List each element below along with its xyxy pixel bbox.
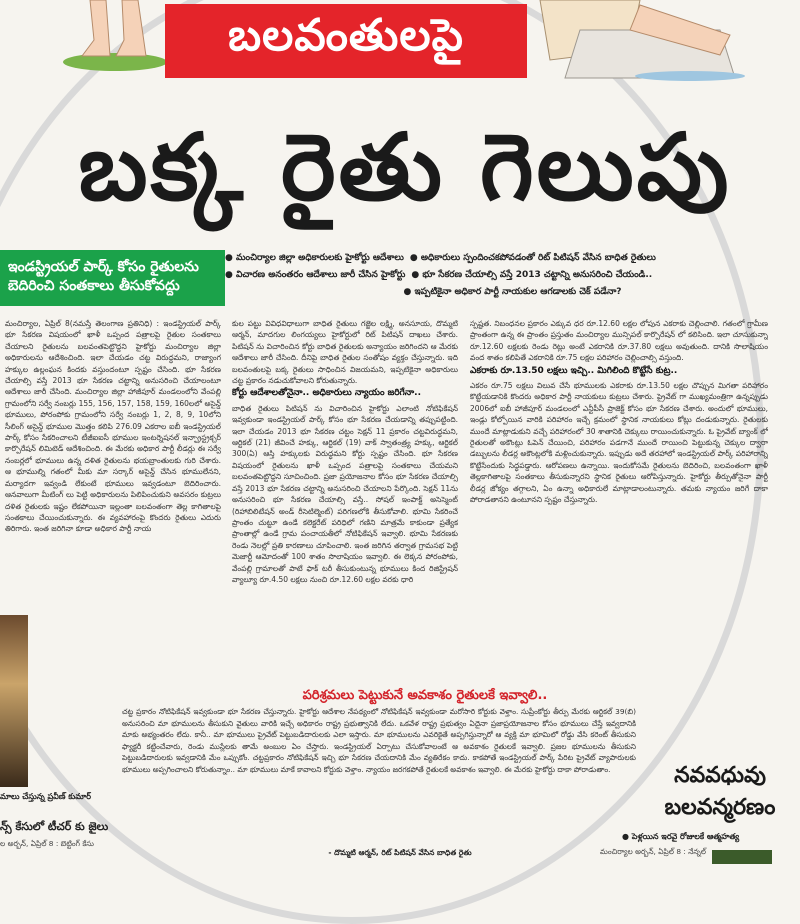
article-column-3 — [470, 318, 768, 686]
side-story-photo — [712, 850, 772, 864]
column-text: బాధిత రైతులు పిటిషన్ ను విచారించిన హైకోర్టు ఎలాంటి నోటిఫికేషన్ ఇవ్వకుండా ఇండస్ట్రియల్ పార్క్ కోసం భూ సేకరణ చేయడాన్ని తప్పుపట్టింది. ఇలా చేయడం 2013 భూ సేకరణ చట్టం సెక్షన్ 11 ప్రకారం చట్టవిరుద్ధమని, ఆర్టికల్ (21) జీవించే హక్కు, ఆర్టికల్ (19) వాక్ స్వాతంత్ర్య హక్కు, ఆర్టికల్ 300(ఏ) ఆస్తి హక్కులకు విరుద్ధమని కోర్టు స్పష్టం చేసింది. భూ సేకరణ విషయంలో రైతులను ఖాళీ ఒప్పంద పత్రాలపై సంతకాలు చేయమని బలవంతపెట్టొద్దని సూచించింది. ప్రజా ప్రయోజనాల కోసం భూ సేకరణ చేయాల్సి వస్తే 2013 భూ సేకరణ చట్టాన్ని అనుసరించి చేయాలని పేర్కొంది. సెక్షన్ 11ను అనుసరించి భూ సేకరణ చేయాల్సి వస్తే.. సోషల్ ఇంపాక్ట్ అసెస్మెంట్ (రిహాబిలిటేషన్ అండ్ రీసెటిల్మెంట్) పరిగణలోకి తీసుకోవాలి. భూమి సేకరించే ప్రాంతం చుట్టూ ఉండే కలెక్టరేట్ పరిధిలో గణిని మాత్రమే కాకుండా ప్రత్యేక ప్రాంతాల్లో ఉండే గ్రామ పంచాయతీలో నోటిఫికేషన్ ఇవ్వాలి. భూమి సేకరణకు రెండు నెలల్లో ప్రతి కారణాలు చూపించాలి. ఇంత జరిగిన తర్వాత గ్రామసభ పెట్టి మెజార్టీ ఆమోదంతో 100 శాతం సొలాషియం ఇవ్వాలి. ఈ లెక్కన పోరంపోకు, వేంపల్లి గ్రామాలతో పాటే ఫాక్ టరీ తీసుకుంటున్న భూములు కింద రిజిస్ట్రేషన్ వ్యాల్యూ రూ.4.50 లక్షలు నుంచి రూ.12.60 లక్షల వరకు ధారి — [232, 403, 458, 584]
quote-box-signature: - దొమ్మటి ఆర్మన్, రిట్ పిటిషన్ వేసిన బాధిత రైతు — [328, 848, 472, 857]
officials-illustration — [520, 0, 745, 82]
side-title-line-2: బలవన్మరణం — [664, 795, 776, 820]
article-column-1 — [5, 318, 221, 686]
column-text: కుల పట్టు వివిధవిధాలుగా బాధిత రైతులు గజ్జెల లక్ష్మి, అనసూయ, దొమ్మటి ఆర్మన్, మాదగుల లింగయ్యలు హైకోర్టులో రిట్ పిటిషన్ దాఖలు చేశారు. పిటిషన్ ను విచారించిన కోర్టు బాధిత రైతులకు అన్యాయం జరిగిందని ఆ మేరకు ఆదేశాలు జారీ చేసింది. దీనిపై బాధిత రైతుల సంతోషం వ్యక్తం చేస్తున్నారు. ఇది బలవంతులపై బక్క రైతులు సాధించిన విజయమని, ఇప్పటికైనా అధికారులు చట్ట ప్రకారం నడుచుకోవాలని కోరుతున్నారు. — [232, 319, 458, 386]
farmer-feet-illustration — [60, 0, 170, 72]
main-headline: బక్క రైతు గెలుపు — [78, 114, 732, 221]
highlight-box — [0, 250, 225, 306]
left-story-headline: న్స్ కేసులో టీచర్ కు జైలు — [0, 820, 109, 833]
side-title-line-1: నవవధువు — [674, 763, 766, 788]
photo-caption: మాలు చేస్తున్న ప్రవీణ్ కుమార్ — [0, 792, 91, 801]
column-subhead: కోర్టు ఆదేశాలతోనైనా.. అధికారులు న్యాయం జరిగేనా.. — [232, 388, 421, 399]
highlight-line-1: ఇండస్ట్రియల్ పార్క్ కోసం రైతులను — [8, 259, 199, 275]
side-bullet-text: పెళ్లయిన ఇరవై రోజులకే ఆత్మహత్య — [631, 832, 740, 841]
left-story-body: ల అర్బన్, ఏప్రిల్ 8 : బెట్టింగ్ కేసు — [0, 839, 94, 848]
article-column-2 — [232, 318, 458, 686]
highlight-line-2: బెదిరించి సంతకాలు తీసుకోవద్దు — [8, 278, 180, 294]
bullet-item: ● మంచిర్యాల జిల్లా అధికారులకు హైకోర్టు ఆదేశాలు — [225, 250, 404, 267]
bullet-row-3 — [225, 284, 800, 301]
bullet-row-1 — [225, 250, 800, 267]
side-story-body: మంచిర్యాల అర్బన్, ఏప్రిల్ 8 : నేన్నల్ — [600, 847, 707, 856]
bullet-row-2 — [225, 267, 800, 284]
column-text: స్పష్టత. నిబంధనల ప్రకారం ఎక్కువ ధర రూ.12.60 లక్షల లోపున ఎకరాకు చెల్లించాలి. గతంలో గ్రామీణ ప్రాంతంగా ఉన్న ఈ ప్రాంతం ప్రస్తుతం మంచిర్యాల మున్సిపల్ కార్పొరేషన్ లో కలిసింది. ఇలా చూసుకున్నా రూ.12.60 లక్షలకు రెండు రెట్లు అంటే ఎకరానికి రూ.37.80 లక్షలు అవుతుంది. దానికి సొలాషియం వంద శాతం కలిపితే ఎకరానికి రూ.75 లక్షల పరిహారం చెల్లించాల్సి వస్తుంది. — [470, 319, 768, 363]
bullet-item: ● విచారణ అనంతరం ఆదేశాలు జారీ చేసిన హైకోర్టు — [225, 267, 405, 284]
bullet-item: ● ఇప్పటికైనా అధికార పార్టీ నాయకుల ఆగడాలకు చెక్ పడేనా? — [403, 284, 621, 301]
kicker-banner: బలవంతులపై — [165, 4, 527, 78]
column-text: ఎకరం రూ.75 లక్షలు విలువ చేసే భూములకు ఎకరాకు రూ.13.50 లక్షల చొప్పున మిగతా పరిహారం కొట్టేయడానికి కొందరు అధికార పార్టీ నాయకులు కుట్రలు చేశారు. ప్రైవేట్ గా ముఖ్యమంత్రిగా ఉన్నప్పుడు 2006లో ఐబీ హాజీపూర్ మండలంలో ఎన్టీపీసీ ప్రాజెక్ట్ కోసం భూ సేకరణ చేశారు. అందులో భూములు, ఇండ్లు కోల్పోయిన వారికి పరిహారం ఇచ్చే క్రమంలో స్థానిక నాయకులు కోట్లు దండుకున్నారు. రైతులకు ముందే మాట్లాడుకుని వచ్చే పరిహారంలో 30 శాతానికి చెక్కులు రాయించుకున్నారు. ఓ ప్రైవేట్ బ్యాంక్ లో రైతులతో అకౌంట్లు ఓపెన్ చేయించి, పరిహారం పడగానే ముందే రాయించి పెట్టుకున్న చెక్కుల ద్వారా డబ్బులను లీడర్ల అకౌంట్లలోకి మళ్లించుకున్నారు. ఇప్పుడు అదే తరహాలో ఇండస్ట్రియల్ పార్క్ పరిహారాన్ని కొట్టేసేందుకు సిద్ధపడ్డారు. ఆరోపణలు ఉన్నాయి. ఇందుకోసమే రైతులను బెదిరించి, బలవంతంగా ఖాళీ తెల్లకాగితాలపై సంతకాలు తీసుకున్నారని స్థానిక రైతులు ఆరోపిస్తున్నారు. హైకోర్టు తీర్పుతోనైనా పార్టీ లీడర్ల జోక్యం తగ్గాలని, ఏం ఉన్నా అధికారులే మాట్లాడాలంటున్నారు. తమకు న్యాయం జరిగే దాకా పోరాడతానని ఉంటూనని స్పష్టం చేస్తున్నారు. — [470, 381, 768, 505]
side-story-title — [640, 760, 800, 824]
side-story-bullet: ● పెళ్లయిన ఇరవై రోజులకే ఆత్మహత్య — [622, 832, 740, 841]
quote-box-body: చట్ట ప్రకారం నోటిఫికేషన్ ఇవ్వకుండా భూ సేకరణ చేస్తున్నారు. హైకోర్టు ఆదేశాల నేపథ్యంలో నోటిఫికేషన్ ఇవ్వకుండా మరోసారి కోర్టుకు వెళ్తాం. సుప్రీంకోర్టు తీర్పు మేరకు ఆర్టికల్ 39(బి) అనుసరించి మా భూములను తీసుకుని వైతులు వారికి ఇచ్చే అధికారం రాష్ట్ర ప్రభుత్వానికి లేదు. ఒకవేళ రాష్ట్ర ప్రభుత్వం ఏదైనా ప్రజాప్రయోజనాల కోసం భూములు చేస్తే ఇవ్వదానికి మాకు అభ్యంతరం లేదు. కానీ.. మా భూములు ప్రైవేట్ పెట్టుబడిదారులకు ఎలా ఇస్తారు. మా భూములను ఎవరికైతే అప్పగిస్తున్నారో ఆ వ్యక్తి మా భూమిలో రోడ్డు వేసి కరెంట్ తీసుకుని ఫ్యాక్టరీ కట్టించేవారు, రెండు ముస్లేలకు తామే అంబుల ఏం చేస్తారు. ఇండస్ట్రియల్ ఏర్పాటు చేసుకోవాలంటే ఆ అవకాశం రైతులకే ఇవ్వాలి. ప్రజల భూములను తీసుకుని పెట్టుబడిదారులకు ఇవ్వడానికి మేం ఒప్పుకోం. చట్టప్రకారం నోటిఫికేషన్ ఇచ్చి భూ సేకరణ చేయదానికి మేం వ్యతిరేకం కాదు. కాకపోతే ఇండస్ట్రియల్ పార్క్ పేరిట ప్రైవేట్ వ్యాపారులకు భూములు అప్పగించాలని కోరుతున్నాం.. మా భూములు మాకే కావాలని కోర్టుకు వెళ్తాం. న్యాయం జరగకపోతే రైతులకే అవకాశం ఇవ్వాలి. ఈ మేరకు హైకోర్టు దాకా పోరాడుతాం. — [122, 707, 636, 774]
summary-bullets — [225, 250, 800, 301]
column-subhead: ఎకరాకు రూ.13.50 లక్షలు ఇచ్చి.. మిగిలింది కొట్టేసే కుట్ర.. — [470, 365, 678, 376]
quote-box-title: పరిశ్రమలు పెట్టుకునే అవకాశం రైతులకే ఇవ్వాలి.. — [302, 688, 548, 703]
bullet-item: ● అధికారులు స్పందించకపోవడంతో రిట్ పిటిషన్ వేసిన బాధిత రైతులు — [410, 250, 656, 267]
column-text: మంచిర్యాల, ఏప్రిల్ 8(నమస్తే తెలంగాణ ప్రతినిధి) : ఇండస్ట్రియల్ పార్క్ భూ సేకరణ విషయంలో ఖాళీ ఒప్పంద పత్రాలపై రైతుల సంతకాలు చేయాలని రైతులను బలవంతపెట్టొద్దని హైకోర్టు మంచిర్యాల జిల్లా అధికారులను ఆదేశించింది. ఇలా చేయడం చట్ట విరుద్ధమని, రాజ్యాంగ హక్కుల ఉల్లంఘన కిందకు వస్తుందంటూ స్పష్టం చేసింది. భూ సేకరణ చేయాల్సి వస్తే 2013 భూ సేకరణ చట్టాన్ని అనుసరించి చేయాలంటూ ఆదేశాలు జారీ చేసింది. మంచిర్యాల జిల్లా హాజీపూర్ మండలంలోని వేంపల్లి గ్రామంలోని సర్వే నంబర్లు 155, 156, 157, 158, 159, 160లలో అసైన్డ్ భూములు, పోరంపోకు గ్రామంలోని సర్వే నంబర్లు 1, 2, 8, 9, 10లోని సీలింగ్ అసైన్డ్ భూముల మొత్తం కలిపి 276.09 ఎకరాల ఐబీ ఇండస్ట్రియల్ పార్క్ కోసం సేకరించాలని టీజీఐఐసీ భూముల ఇంటర్నెషనల్ ఇన్ఫ్రాస్ట్రక్చర్ కార్పొరేషన్ లిమిటెడ్ ఆదేశించింది. ఈ మేరకు అధికార పార్టీ లీడర్లు ఈ సర్వే నంబర్లలో భూములు ఉన్న దళిత రైతులను భయబ్రాంతులకు గురి చేశారు. ఆ భూముల్ని గతంలో మీకు మా సర్కార్ అసైన్డ్ చేసిన భూములేనని, మర్యాదగా ఇవ్వండి లేకుంటే భూములు ఇవ్వడంటూ బెదిరించారు. ఆనవాలుగా మీటింగ్ లు పెట్టి అధికారులను పిలిపించుకుని అవసరం కుట్రలు దళిత రైతులకు ఇష్టం లేకపోయినా ఇల్లంతా బలవంతంగా తెల్ల కాగితాలపై సంతకాలు చేయించుకున్నారు. ఈ వ్యవహారంపై కొందరు రైతులు ఎదురు తిరిగారు. ఇంత జరిగినా కూడా అధికార పార్టీ నాయ — [5, 319, 221, 534]
bullet-item: ● భూ సేకరణ చేయాల్సి వస్తే 2013 చట్టాన్ని అనుసరించి చేయండి.. — [411, 267, 652, 284]
